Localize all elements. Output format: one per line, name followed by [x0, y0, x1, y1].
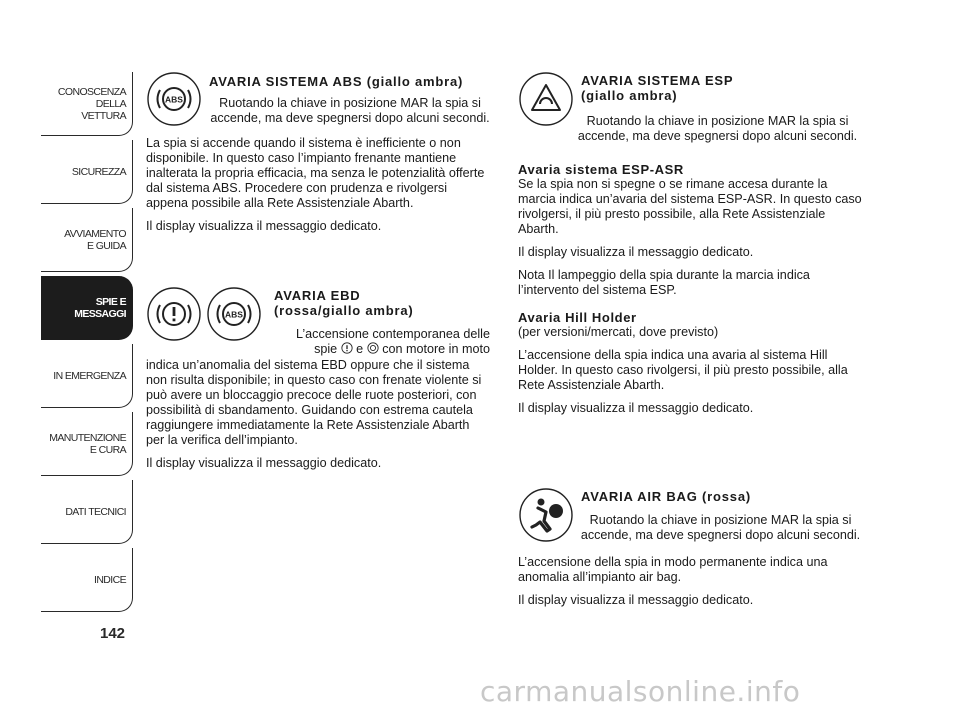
tab-label: MESSAGGI: [74, 307, 126, 320]
hill-holder-sub: (per versioni/mercati, dove previsto): [518, 325, 719, 339]
esp-title-line: (giallo ambra): [581, 88, 678, 103]
esp-asr-heading: Avaria sistema ESP-ASR: [518, 162, 684, 177]
tab-sicurezza[interactable]: [41, 140, 133, 204]
esp-asr-display: Il display visualizza il messaggio dedicato.: [518, 245, 754, 259]
brake-warning-icon: [146, 286, 202, 342]
ebd-body: [146, 358, 486, 479]
tab-label: DATI TECNICI: [65, 505, 126, 518]
ebd-abs-icon: [206, 286, 262, 342]
tab-label: INDICE: [94, 573, 126, 586]
ebd-body-text: indica un’anomalia del sistema EBD oppure che il sistema non risulta disponibile; in questo caso con frenate violente si può avere un bloccaggio precoce delle ruote posteriori, con possibilità di sbandamento. Guidando con estrema cautela raggiungere immediatamente la Rete Assistenziale Abarth per la verifica dell’impianto.: [146, 358, 482, 447]
tab-manutenzione-e-cura[interactable]: [41, 412, 133, 476]
tab-label: AVVIAMENTO: [64, 227, 126, 240]
tab-indice[interactable]: [41, 548, 133, 612]
hill-holder-heading: Avaria Hill Holder: [518, 310, 637, 325]
ebd-title-line: (rossa/giallo ambra): [274, 303, 414, 318]
tab-label: IN EMERGENZA: [53, 369, 126, 382]
abs-warning-icon: [146, 71, 202, 127]
tab-label: SPIE E: [95, 295, 126, 308]
airbag-intro: [568, 513, 873, 543]
tab-label: E CURA: [89, 443, 126, 456]
abs-intro-line: accende, ma deve spegnersi dopo alcuni secondi.: [210, 111, 490, 125]
ebd-intro: [270, 327, 490, 357]
abs-display-text: Il display visualizza il messaggio dedicato.: [146, 219, 382, 233]
ebd-intro-line: L’accensione contemporanea delle: [296, 327, 490, 341]
hill-holder-display: Il display visualizza il messaggio dedicato.: [518, 401, 754, 415]
tab-in-emergenza[interactable]: [41, 344, 133, 408]
airbag-body-text: L’accensione della spia in modo permanente indica una anomalia all’impianto air bag.: [518, 555, 828, 584]
brake-inline-icon: [341, 342, 353, 354]
esp-body: [518, 162, 868, 424]
tab-label: DELLA: [95, 97, 126, 110]
airbag-display-text: Il display visualizza il messaggio dedicato.: [518, 593, 754, 607]
tab-label: MANUTENZIONE: [49, 431, 126, 444]
ebd-intro-text: con motore in moto: [382, 342, 490, 356]
airbag-title: AVARIA AIR BAG (rossa): [581, 489, 752, 504]
abs-icon-label: ABS: [165, 94, 183, 105]
watermark: carmanualsonline.info: [480, 675, 801, 708]
airbag-intro-line: accende, ma deve spegnersi dopo alcuni secondi.: [580, 528, 861, 542]
page-number: 142: [100, 625, 126, 642]
ebd-title: [274, 288, 414, 318]
abs-intro-line: Ruotando la chiave in posizione MAR la spia si: [219, 96, 481, 110]
abs-body: [146, 136, 486, 242]
esp-intro: [565, 114, 870, 144]
abs-intro: [200, 96, 500, 126]
esp-title-line: AVARIA SISTEMA ESP: [581, 73, 734, 88]
esp-title: [581, 73, 733, 103]
esp-asr-note: Nota Il lampeggio della spia durante la marcia indica l’intervento del sistema ESP.: [518, 268, 810, 297]
ebd-display-text: Il display visualizza il messaggio dedicato.: [146, 456, 382, 470]
tab-label: CONOSCENZA: [57, 85, 126, 98]
abs-inline-icon: [367, 342, 379, 354]
ebd-title-line: AVARIA EBD: [274, 288, 361, 303]
tab-label: VETTURA: [81, 109, 126, 122]
esp-asr-body: Se la spia non si spegne o se rimane accesa durante la marcia indica un’avaria del sistema ESP-ASR. In questo caso rivolgersi, il più presto possibile, alla Rete Assistenziale Abarth.: [518, 177, 862, 236]
airbag-intro-line: Ruotando la chiave in posizione MAR la spia si: [589, 513, 852, 527]
esp-intro-line: accende, ma deve spegnersi dopo alcuni secondi.: [577, 129, 858, 143]
tab-conoscenza-della-vettura[interactable]: [41, 72, 133, 136]
airbag-body: [518, 555, 868, 616]
tab-label: E GUIDA: [87, 239, 126, 252]
airbag-warning-icon: [518, 487, 574, 543]
abs-title: AVARIA SISTEMA ABS (giallo ambra): [209, 74, 464, 89]
tab-avviamento-e-guida[interactable]: [41, 208, 133, 272]
tab-label: SICUREZZA: [71, 165, 126, 178]
abs-body-text: La spia si accende quando il sistema è inefficiente o non disponibile. In questo caso l’impianto frenante mantiene inalterata la propria efficacia, ma senza le potenzialità offerte dal sistema ABS. Procedere con prudenza e rivolgersi appena possibile alla Rete Assistenziale Abarth.: [146, 136, 485, 210]
tab-dati-tecnici[interactable]: [41, 480, 133, 544]
ebd-abs-icon-label: ABS: [225, 309, 243, 320]
esp-intro-line: Ruotando la chiave in posizione MAR la spia si: [586, 114, 849, 128]
hill-holder-body: L’accensione della spia indica una avaria al sistema Hill Holder. In questo caso rivolgersi, il più presto possibile, alla Rete Assistenziale Abarth.: [518, 348, 848, 392]
ebd-intro-text: e: [356, 342, 364, 356]
ebd-intro-text: spie: [314, 342, 338, 356]
tab-spie-e-messaggi[interactable]: [41, 276, 133, 340]
